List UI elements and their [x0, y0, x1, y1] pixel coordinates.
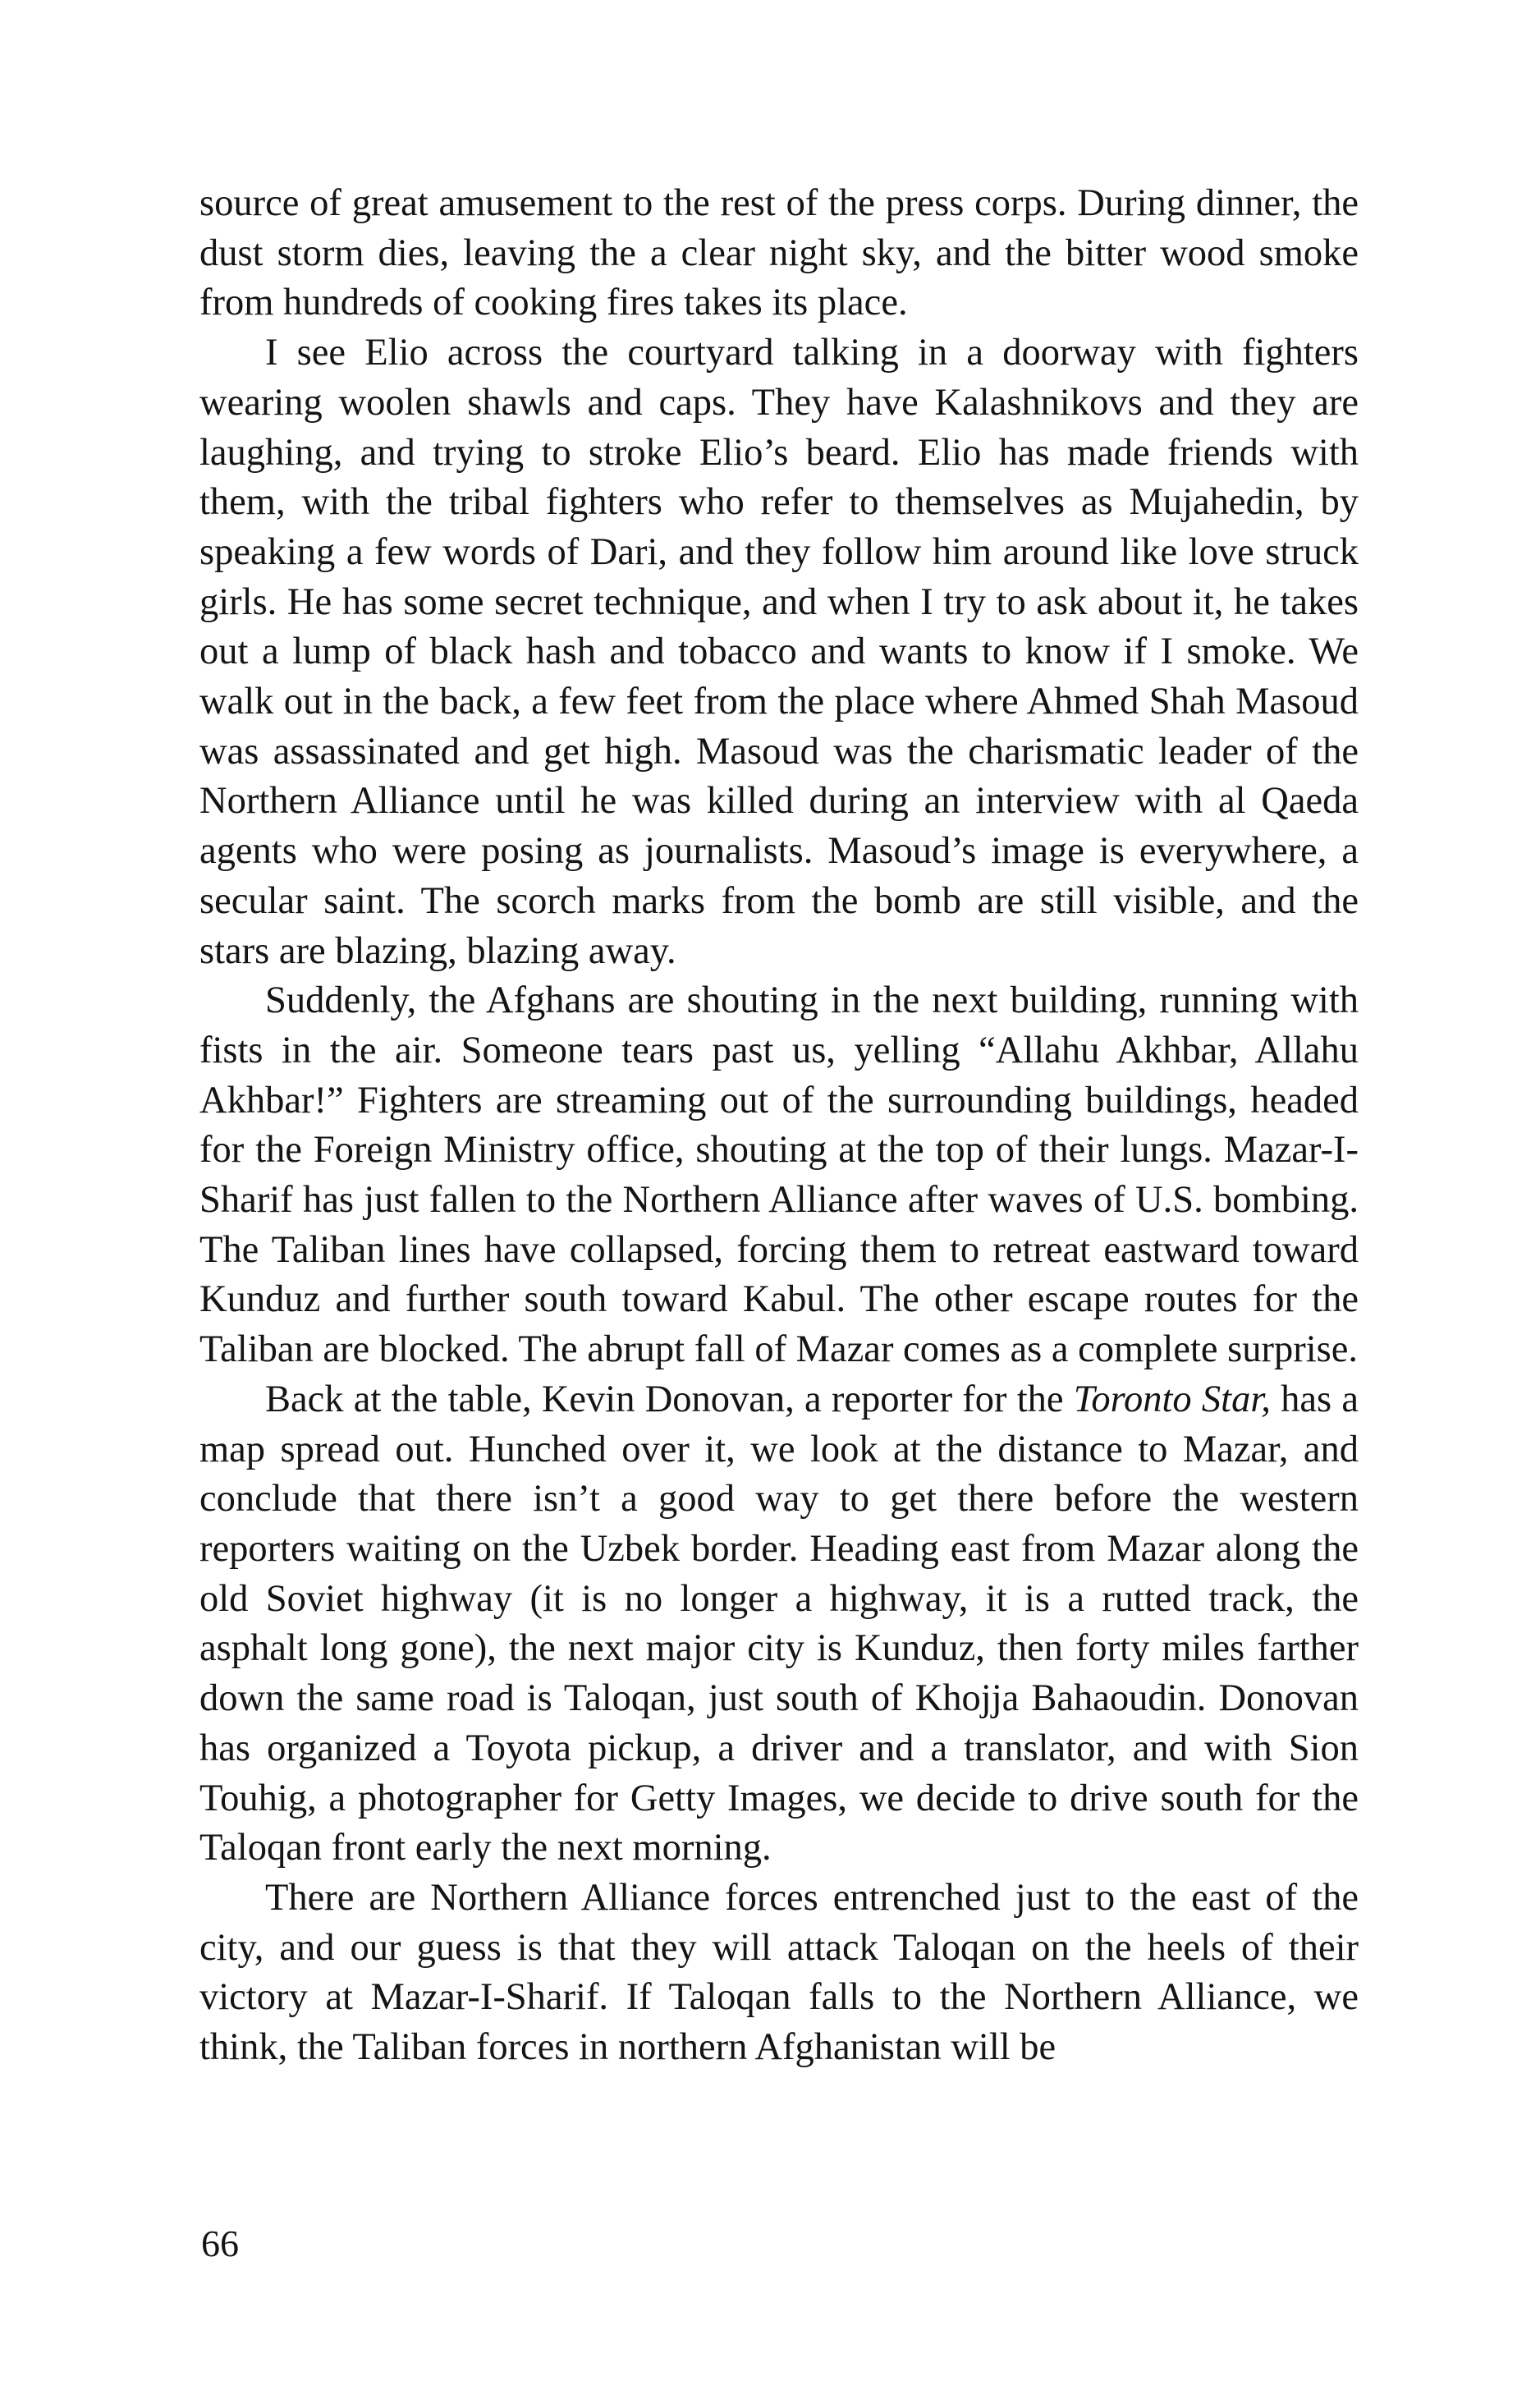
page-number: 66: [201, 2222, 239, 2264]
paragraph-taloqan: There are Northern Alliance forces entrenched just to the east of the city, and our guess is that they will attack Taloqan on the heels of their victory at Mazar-I-Sharif. If Taloqan falls to the Northern Alliance, we think, the Taliban forces in northern Afghanistan will be: [199, 1876, 1359, 2069]
page-body: [199, 179, 1359, 2073]
paragraph-map: [199, 1375, 1359, 1874]
paragraph-continuation: source of great amusement to the rest of the press corps. During dinner, the dust storm dies, leaving the a clear night sky, and the bitter wood smoke from hundreds of cooking fires takes its place.: [199, 182, 1359, 324]
paragraph-map-text-after: has a map spread out. Hunched over it, we look at the distance to Mazar, and conclude that there isn’t a good way to get there before the western reporters waiting on the Uzbek border. Heading east from Mazar along the old Soviet highway (it is no longer a highway, it is a rutted track, the asphalt long gone), the next major city is Kunduz, then forty miles farther down the same road is Taloqan, just south of Khojja Bahaoudin. Donovan has organized a Toyota pickup, a driver and a translator, and with Sion Touhig, a photographer for Getty Images, we decide to drive south for the Taloqan front early the next morning.: [199, 1378, 1359, 1869]
paragraph-elio: I see Elio across the courtyard talking in a doorway with fighters wearing woolen shawls and caps. They have Kalashnikovs and they are laughing, and trying to stroke Elio’s beard. Elio has made friends with them, with the tribal fighters who refer to themselves as Mujahedin, by speaking a few words of Dari, and they follow him around like love struck girls. He has some secret technique, and when I try to ask about it, he takes out a lump of black hash and tobacco and wants to know if I smoke. We walk out in the back, a few feet from the place where Ahmed Shah Masoud was assassinated and get high. Masoud was the charismatic leader of the Northern Alliance until he was killed during an interview with al Qaeda agents who were posing as journalists. Masoud’s image is everywhere, a secular saint. The scorch marks from the bomb are still visible, and the stars are blazing, blazing away.: [199, 332, 1359, 972]
paragraph-mazar-falls: Suddenly, the Afghans are shouting in the next building, running with fists in the air. Someone tears past us, yelling “Allahu Akhbar, Allahu Akhbar!” Fighters are streaming out of the surrounding buildings, headed for the Foreign Ministry office, shouting at the top of their lungs. Mazar-I-Sharif has just fallen to the Northern Alliance after waves of U.S. bombing. The Taliban lines have collapsed, forcing them to retreat eastward toward Kunduz and further south toward Kabul. The other escape routes for the Taliban are blocked. The abrupt fall of Mazar comes as a complete surprise.: [199, 979, 1359, 1371]
paragraph-map-text-before: Back at the table, Kevin Donovan, a reporter for the: [265, 1378, 1074, 1420]
publication-title: Toronto Star,: [1073, 1378, 1271, 1420]
